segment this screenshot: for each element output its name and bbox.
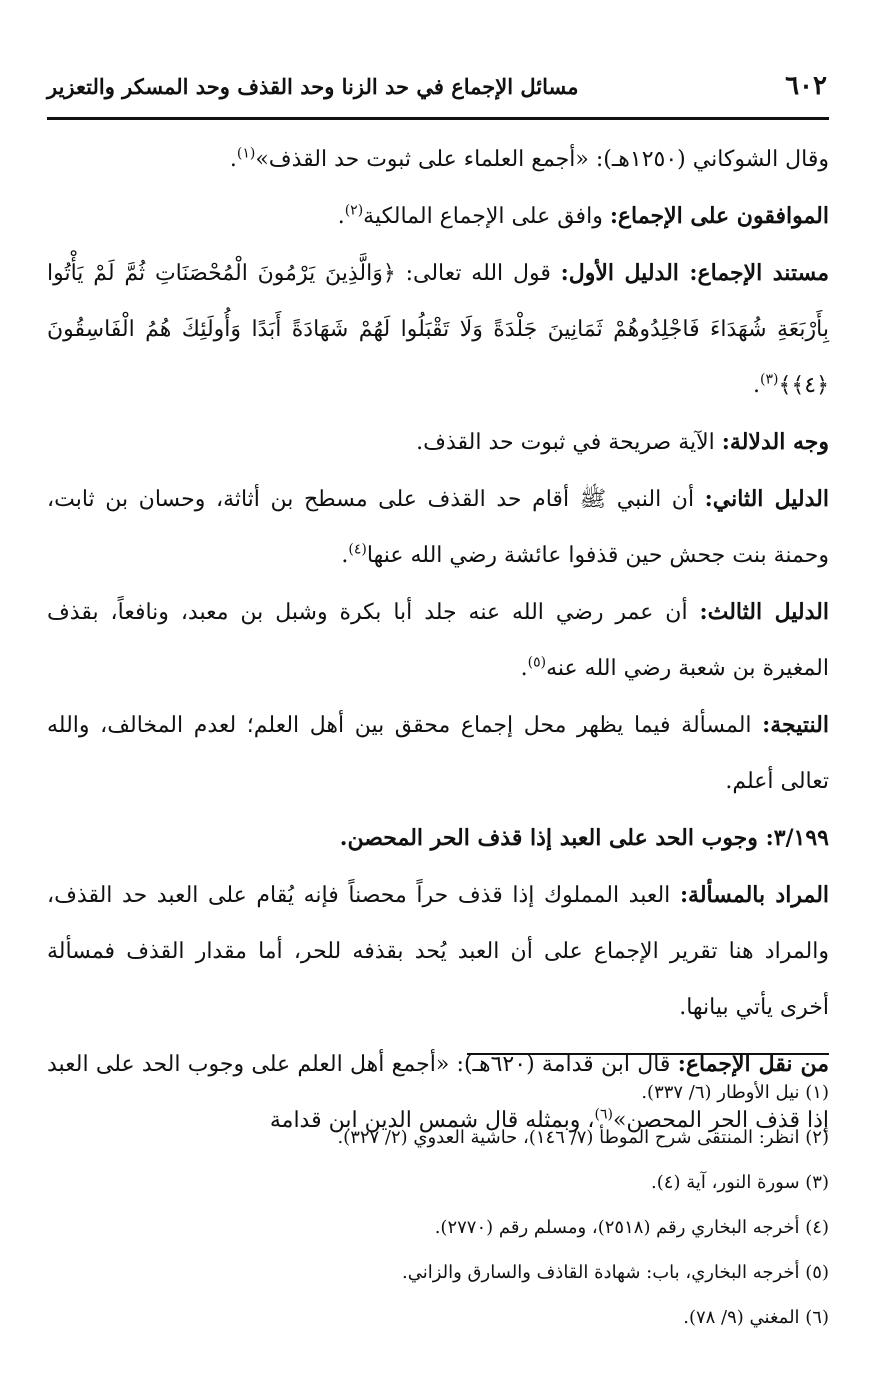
paragraph-text: وقال الشوكاني (١٢٥٠هـ): «أجمع العلماء على ثبوت حد القذف» bbox=[255, 147, 829, 172]
paragraph-end: . bbox=[229, 147, 237, 172]
footnote-ref: (٤) bbox=[348, 541, 367, 558]
footnote: (٦) المغني (٩/ ٧٨). bbox=[683, 1307, 829, 1328]
footnote: (٤) أخرجه البخاري رقم (٢٥١٨)، ومسلم رقم (٢٧٧٠). bbox=[434, 1217, 829, 1238]
footnote: (٢) انظر: المنتقى شرح الموطأ (٧/ ١٤٦)، حاشية العدوي (٢/ ٣٢٧). bbox=[337, 1127, 829, 1148]
paragraph-label: من نقل الإجماع: bbox=[677, 1051, 829, 1077]
paragraph-text: الآية صريحة في ثبوت حد القذف. bbox=[416, 430, 722, 455]
paragraph-label: وجه الدلالة: bbox=[721, 429, 829, 455]
paragraph bbox=[47, 414, 829, 471]
footnote-ref: (٢) bbox=[344, 202, 364, 219]
page-number: ٦٠٢ bbox=[785, 71, 827, 101]
page-header bbox=[47, 64, 827, 108]
footnote-ref: (٥) bbox=[527, 654, 547, 671]
paragraph-text: العبد المملوك إذا قذف حراً محصناً فإنه يُقام على العبد حد القذف، والمراد هنا تقرير الإجماع على أن العبد يُحد بقذفه للحر، أما مقدار القذف فمسألة أخرى يأتي بيانها. bbox=[47, 883, 829, 1020]
header-rule bbox=[47, 117, 829, 120]
paragraph bbox=[47, 867, 829, 1036]
footnote-rule bbox=[467, 1053, 829, 1055]
paragraph-label: الموافقون على الإجماع: bbox=[609, 203, 829, 229]
paragraph bbox=[47, 245, 829, 414]
footnote: (٥) أخرجه البخاري، باب: شهادة القاذف والسارق والزاني. bbox=[401, 1262, 829, 1283]
quran-verse: ﴿وَالَّذِينَ يَرْمُونَ الْمُحْصَنَاتِ ثُمَّ لَمْ يَأْتُوا بِأَرْبَعَةِ شُهَدَاءَ فَاجْلِدُوهُمْ ثَمَانِينَ جَلْدَةً وَلَا تَقْبَلُوا لَهُمْ شَهَادَةً أَبَدًا وَأُولَئِكَ هُمُ الْفَاسِقُونَ ﴿٤﴾﴾ bbox=[47, 261, 829, 398]
paragraph-label: مستند الإجماع: الدليل الأول: bbox=[560, 260, 829, 286]
paragraph-end: . bbox=[341, 543, 349, 568]
footnote: (١) نيل الأوطار (٦/ ٣٣٧). bbox=[641, 1082, 829, 1103]
paragraph-end: . bbox=[337, 204, 345, 229]
footnote: (٣) سورة النور، آية (٤). bbox=[651, 1172, 829, 1193]
paragraph-text: المسألة فيما يظهر محل إجماع محقق بين أهل العلم؛ لعدم المخالف، والله تعالى أعلم. bbox=[47, 713, 829, 794]
paragraph bbox=[47, 471, 829, 584]
paragraph bbox=[47, 584, 829, 697]
footnote-ref: (٣) bbox=[760, 371, 779, 388]
paragraph-label: النتيجة: bbox=[762, 712, 829, 738]
paragraph bbox=[47, 697, 829, 810]
footnotes bbox=[47, 1070, 829, 1340]
paragraph bbox=[47, 132, 829, 188]
paragraph-end: ، وبمثله قال شمس الدين ابن قدامة bbox=[269, 1108, 595, 1133]
footnote-ref: (٦) bbox=[594, 1106, 613, 1123]
paragraph-text: وافق على الإجماع المالكية bbox=[363, 204, 610, 229]
paragraph-text: أن عمر رضي الله عنه جلد أبا بكرة وشبل بن معبد، ونافعاً، بقذف المغيرة بن شعبة رضي الله عنه bbox=[47, 600, 829, 681]
paragraph bbox=[47, 810, 829, 867]
body-text bbox=[47, 132, 829, 1149]
paragraph-text: أن النبي ﷺ أقام حد القذف على مسطح بن أثاثة، وحسان بن ثابت، وحمنة بنت جحش حين قذفوا عائشة رضي الله عنها bbox=[47, 487, 829, 568]
paragraph-label: الدليل الثالث: bbox=[699, 599, 830, 625]
paragraph-text: قال ابن قدامة (٦٢٠هـ): «أجمع أهل العلم على وجوب الحد على العبد إذا قذف الحر المحصن» bbox=[47, 1052, 829, 1133]
paragraph-label: المراد بالمسألة: bbox=[679, 882, 830, 908]
paragraph-text: قول الله تعالى: bbox=[395, 261, 561, 286]
footnote-ref: (١) bbox=[236, 145, 256, 162]
running-title: مسائل الإجماع في حد الزنا وحد القذف وحد المسكر والتعزير bbox=[47, 73, 579, 99]
paragraph-end: . bbox=[520, 656, 528, 681]
section-heading: ٣/١٩٩: وجوب الحد على العبد إذا قذف الحر المحصن. bbox=[339, 825, 829, 851]
paragraph bbox=[47, 188, 829, 245]
paragraph-label: الدليل الثاني: bbox=[704, 486, 829, 512]
paragraph-end: . bbox=[753, 373, 761, 398]
